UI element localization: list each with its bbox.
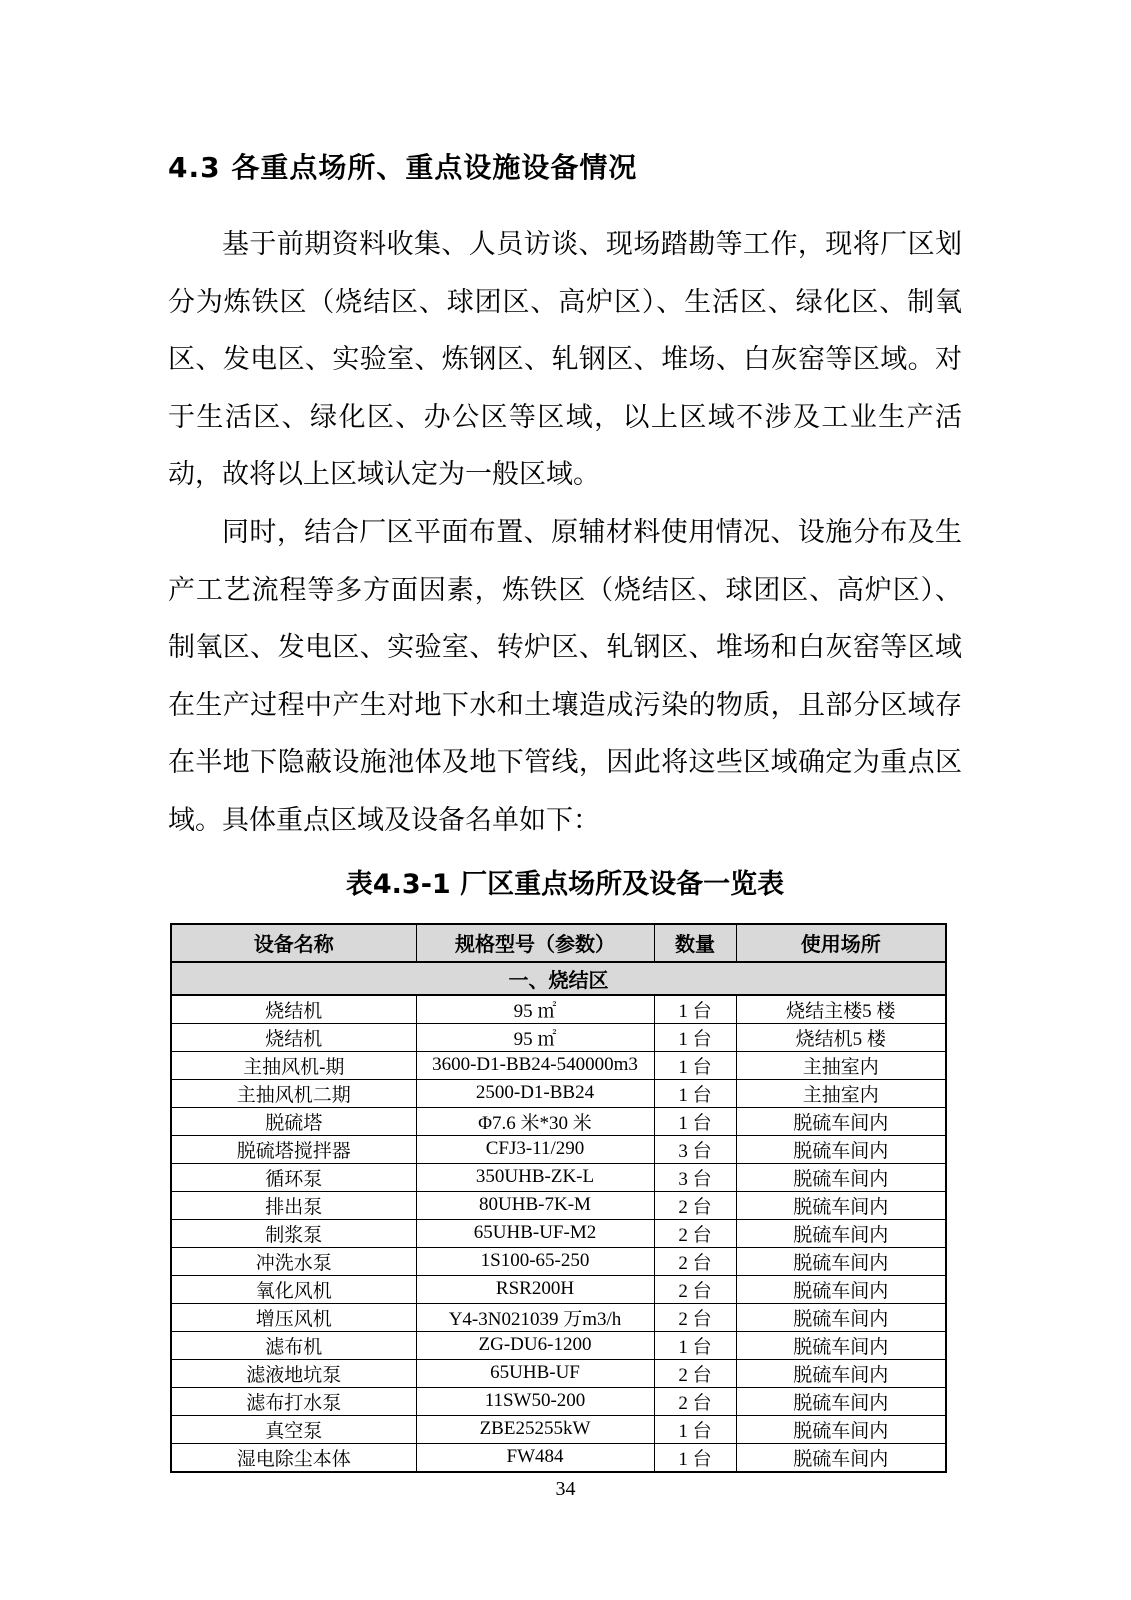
cell-equipment-name: 真空泵 (171, 1415, 416, 1443)
cell-spec-model: Φ7.6 米*30 米 (416, 1107, 654, 1135)
cell-spec-model: 95 ㎡ (416, 1023, 654, 1051)
cell-location: 脱硫车间内 (736, 1107, 946, 1135)
cell-equipment-name: 滤液地坑泵 (171, 1359, 416, 1387)
cell-quantity: 1 台 (654, 1415, 736, 1443)
cell-spec-model: 11SW50-200 (416, 1387, 654, 1415)
table-header-row (171, 924, 946, 962)
table-row (171, 1023, 946, 1051)
cell-location: 主抽室内 (736, 1079, 946, 1107)
header-quantity: 数量 (654, 924, 736, 962)
cell-quantity: 2 台 (654, 1359, 736, 1387)
cell-spec-model: Y4-3N021039 万m3/h (416, 1303, 654, 1331)
cell-spec-model: 350UHB-ZK-L (416, 1163, 654, 1191)
cell-quantity: 2 台 (654, 1387, 736, 1415)
table-row (171, 1219, 946, 1247)
cell-quantity: 2 台 (654, 1247, 736, 1275)
table-row (171, 1247, 946, 1275)
cell-spec-model: 95 ㎡ (416, 995, 654, 1024)
cell-location: 脱硫车间内 (736, 1247, 946, 1275)
cell-equipment-name: 脱硫塔 (171, 1107, 416, 1135)
cell-spec-model: 65UHB-UF-M2 (416, 1219, 654, 1247)
cell-equipment-name: 脱硫塔搅拌器 (171, 1135, 416, 1163)
table-row (171, 1163, 946, 1191)
cell-spec-model: ZG-DU6-1200 (416, 1331, 654, 1359)
table-row (171, 995, 946, 1024)
cell-equipment-name: 滤布机 (171, 1331, 416, 1359)
header-spec-model: 规格型号（参数） (416, 924, 654, 962)
cell-quantity: 1 台 (654, 1443, 736, 1472)
cell-location: 烧结主楼5 楼 (736, 995, 946, 1024)
header-location: 使用场所 (736, 924, 946, 962)
cell-equipment-name: 滤布打水泵 (171, 1387, 416, 1415)
cell-location: 脱硫车间内 (736, 1275, 946, 1303)
cell-equipment-name: 冲洗水泵 (171, 1247, 416, 1275)
cell-spec-model: ZBE25255kW (416, 1415, 654, 1443)
cell-location: 脱硫车间内 (736, 1191, 946, 1219)
cell-location: 脱硫车间内 (736, 1443, 946, 1472)
cell-quantity: 1 台 (654, 1079, 736, 1107)
page-content (168, 0, 962, 1473)
cell-location: 脱硫车间内 (736, 1219, 946, 1247)
page-number: 34 (555, 1478, 576, 1500)
section-heading: 4.3 各重点场所、重点设施设备情况 (168, 151, 638, 184)
table-body (171, 962, 946, 1472)
cell-quantity: 3 台 (654, 1135, 736, 1163)
cell-quantity: 1 台 (654, 1107, 736, 1135)
body-text (168, 216, 962, 850)
cell-equipment-name: 烧结机 (171, 995, 416, 1024)
table-row (171, 1191, 946, 1219)
cell-location: 脱硫车间内 (736, 1415, 946, 1443)
table-row (171, 1303, 946, 1331)
cell-spec-model: 65UHB-UF (416, 1359, 654, 1387)
cell-quantity: 1 台 (654, 1051, 736, 1079)
table-row (171, 1051, 946, 1079)
equipment-table (170, 923, 947, 1473)
cell-quantity: 1 台 (654, 1331, 736, 1359)
cell-quantity: 1 台 (654, 1023, 736, 1051)
cell-quantity: 2 台 (654, 1191, 736, 1219)
cell-location: 脱硫车间内 (736, 1387, 946, 1415)
cell-equipment-name: 主抽风机-期 (171, 1051, 416, 1079)
cell-equipment-name: 制浆泵 (171, 1219, 416, 1247)
cell-equipment-name: 主抽风机二期 (171, 1079, 416, 1107)
cell-spec-model: CFJ3-11/290 (416, 1135, 654, 1163)
table-row (171, 1331, 946, 1359)
cell-location: 主抽室内 (736, 1051, 946, 1079)
cell-quantity: 1 台 (654, 995, 736, 1024)
cell-location: 烧结机5 楼 (736, 1023, 946, 1051)
cell-spec-model: RSR200H (416, 1275, 654, 1303)
table-row (171, 1135, 946, 1163)
cell-equipment-name: 增压风机 (171, 1303, 416, 1331)
section-label: 一、烧结区 (171, 962, 946, 995)
table-row (171, 1359, 946, 1387)
cell-quantity: 2 台 (654, 1275, 736, 1303)
table-section-row (171, 962, 946, 995)
cell-spec-model: FW484 (416, 1443, 654, 1472)
cell-location: 脱硫车间内 (736, 1303, 946, 1331)
cell-spec-model: 1S100-65-250 (416, 1247, 654, 1275)
header-equipment-name: 设备名称 (171, 924, 416, 962)
table-title: 表4.3-1 厂区重点场所及设备一览表 (345, 868, 785, 900)
paragraph-2: 同时，结合厂区平面布置、原辅材料使用情况、设施分布及生产工艺流程等多方面因素，炼铁区（烧结区、球团区、高炉区）、制氧区、发电区、实验室、转炉区、轧钢区、堆场和白灰窑等区域在生产过程中产生对地下水和土壤造成污染的物质，且部分区域存在半地下隐蔽设施池体及地下管线，因此将这些区域确定为重点区域。具体重点区域及设备名单如下： (168, 516, 962, 835)
cell-spec-model: 80UHB-7K-M (416, 1191, 654, 1219)
table-row (171, 1443, 946, 1472)
cell-equipment-name: 排出泵 (171, 1191, 416, 1219)
table-row (171, 1275, 946, 1303)
cell-location: 脱硫车间内 (736, 1331, 946, 1359)
table-row (171, 1107, 946, 1135)
cell-equipment-name: 循环泵 (171, 1163, 416, 1191)
cell-quantity: 2 台 (654, 1219, 736, 1247)
table-row (171, 1415, 946, 1443)
cell-location: 脱硫车间内 (736, 1135, 946, 1163)
cell-spec-model: 2500-D1-BB24 (416, 1079, 654, 1107)
cell-location: 脱硫车间内 (736, 1359, 946, 1387)
cell-quantity: 3 台 (654, 1163, 736, 1191)
cell-equipment-name: 湿电除尘本体 (171, 1443, 416, 1472)
cell-equipment-name: 烧结机 (171, 1023, 416, 1051)
paragraph-1: 基于前期资料收集、人员访谈、现场踏勘等工作，现将厂区划分为炼铁区（烧结区、球团区、高炉区）、生活区、绿化区、制氧区、发电区、实验室、炼钢区、轧钢区、堆场、白灰窑等区域。对于生活区、绿化区、办公区等区域，以上区域不涉及工业生产活动，故将以上区域认定为一般区域。 (168, 229, 962, 490)
cell-equipment-name: 氧化风机 (171, 1275, 416, 1303)
cell-quantity: 2 台 (654, 1303, 736, 1331)
table-row (171, 1387, 946, 1415)
cell-location: 脱硫车间内 (736, 1163, 946, 1191)
cell-spec-model: 3600-D1-BB24-540000m3 (416, 1051, 654, 1079)
table-row (171, 1079, 946, 1107)
